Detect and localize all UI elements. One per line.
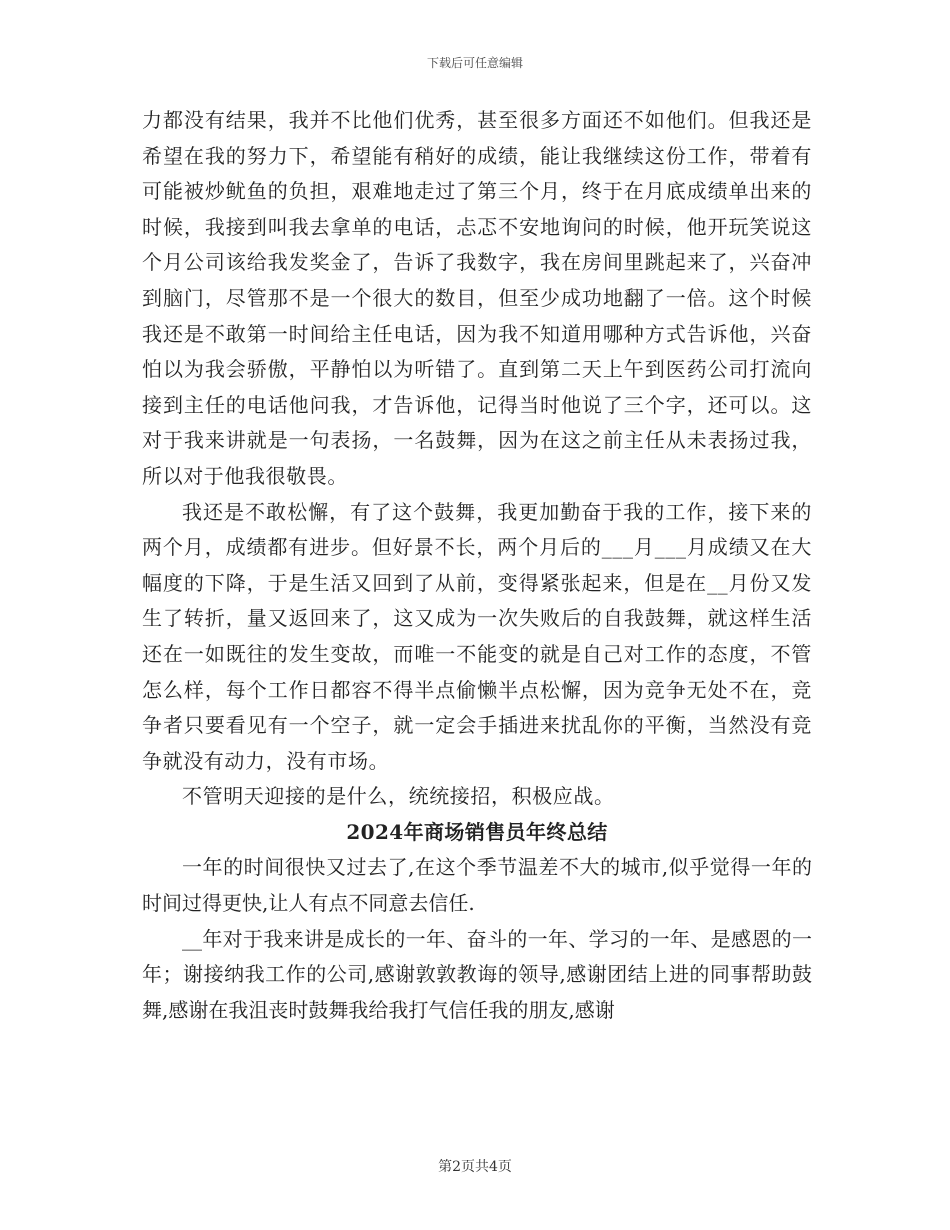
paragraph: 不管明天迎接的是什么，统统接招，积极应战。 [182, 784, 615, 809]
paragraph: __年对于我来讲是成长的一年、奋斗的一年、学习的一年、是感恩的一年；谢接纳我工作的公司,感谢敦敦教诲的领导,感谢团结上进的同事帮助鼓舞,感谢在我沮丧时鼓舞我给我打气信任我的朋友,感谢 [142, 926, 812, 1022]
page-header: 下载后可任意编辑 [426, 56, 523, 70]
page-number: 第2页共4页 [438, 1159, 512, 1175]
paragraph-continued: 力都没有结果，我并不比他们优秀，甚至很多方面还不如他们。但我还是希望在我的努力下，希望能有稍好的成绩，能让我继续这份工作，带着有可能被炒鱿鱼的负担，艰难地走过了第三个月，终于在月底成绩单出来的时候，我接到叫我去拿单的电话，忐忑不安地询问的时候，他开玩笑说这个月公司该给我发奖金了，告诉了我数字，我在房间里跳起来了，兴奋冲到脑门，尽管那不是一个很大的数目，但至少成功地翻了一倍。这个时候我还是不敢第一时间给主任电话，因为我不知道用哪种方式告诉他，兴奋怕以为我会骄傲，平静怕以为听错了。直到第二天上午到医药公司打流向接到主任的电话他问我，才告诉他，记得当时他说了三个字，还可以。这对于我来讲就是一句表扬，一名鼓舞，因为在这之前主任从未表扬过我，所以对于他我很敬畏。 [142, 108, 812, 488]
paragraph: 一年的时间很快又过去了,在这个季节温差不大的城市,似乎觉得一年的时间过得更快,让人有点不同意去信任. [142, 855, 812, 916]
paragraph: 我还是不敢松懈，有了这个鼓舞，我更加勤奋于我的工作，接下来的两个月，成绩都有进步。但好景不长，两个月后的___月___月成绩又在大幅度的下降，于是生活又回到了从前，变得紧张起来，但是在__月份又发生了转折，量又返回来了，这又成为一次失败后的自我鼓舞，就这样生活还在一如既往的发生变故，而唯一不能变的就是自己对工作的态度，不管怎么样，每个工作日都容不得半点偷懒半点松懈，因为竞争无处不在，竞争者只要看见有一个空子，就一定会手插进来扰乱你的平衡，当然没有竞争就没有动力，没有市场。 [142, 499, 812, 773]
section-title: 2024年商场销售员年终总结 [346, 819, 608, 844]
document-body [142, 103, 812, 1028]
